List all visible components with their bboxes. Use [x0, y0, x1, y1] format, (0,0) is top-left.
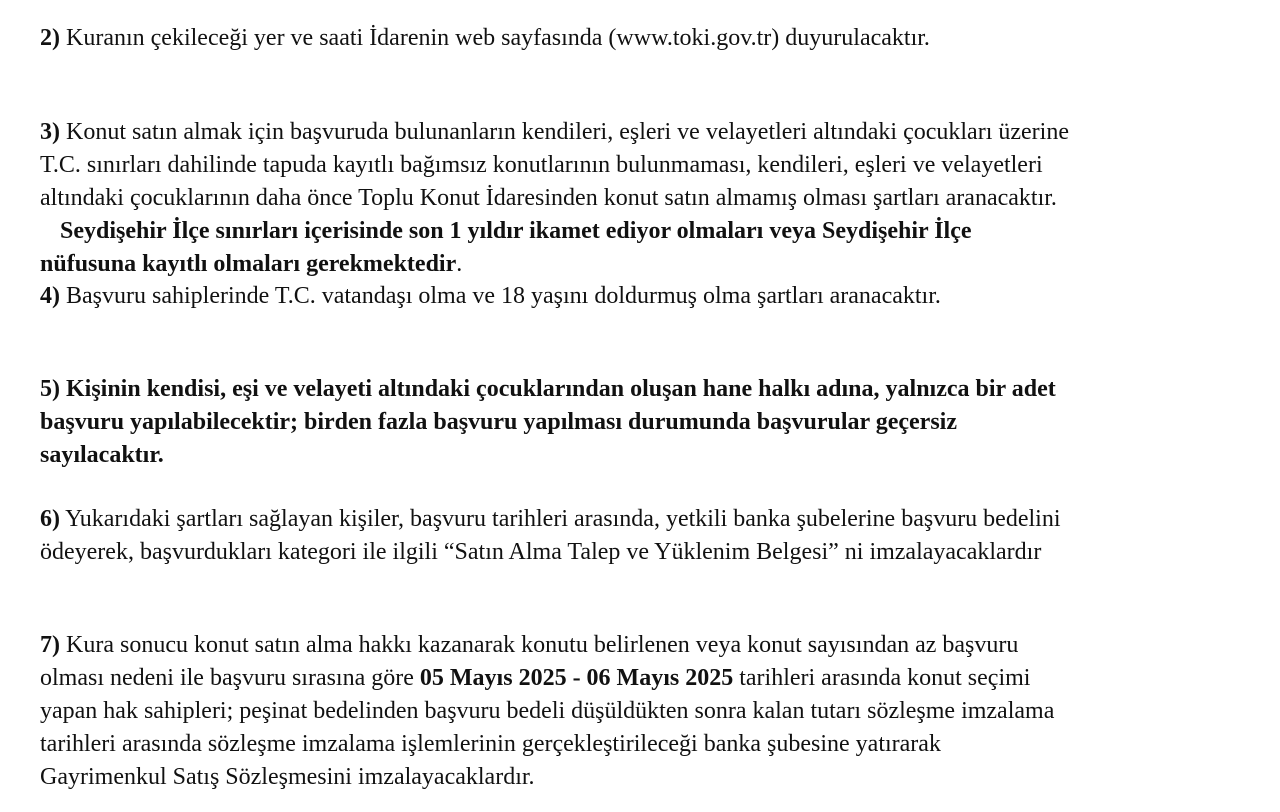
sentence-period: .	[456, 251, 463, 277]
item-number: 4)	[40, 283, 60, 309]
item-5	[40, 373, 1270, 472]
item-6	[40, 503, 1270, 569]
item-4	[40, 280, 1270, 313]
item-text-line: Gayrimenkul Satış Sözleşmesini imzalayacaklardır.	[40, 764, 535, 790]
date-range: 05 Mayıs 2025 - 06 Mayıs 2025	[419, 665, 734, 691]
residency-requirement-line: Seydişehir İlçe sınırları içerisinde son 1 yıldır ikamet ediyor olmaları veya Seydişehir İlçe	[60, 218, 972, 244]
item-text: Başvuru sahiplerinde T.C. vatandaşı olma ve 18 yaşını doldurmuş olma şartları aranacaktır.	[66, 283, 941, 309]
item-text-line: 5) Kişinin kendisi, eşi ve velayeti altındaki çocuklarından oluşan hane halkı adına, yalnızca bir adet	[40, 376, 1056, 402]
item-3	[40, 116, 1270, 281]
item-7	[40, 629, 1270, 794]
item-number: 6)	[40, 506, 60, 532]
item-text-fragment: tarihleri arasında konut seçimi	[739, 665, 1031, 691]
item-text-fragment: olması nedeni ile başvuru sırasına göre	[40, 665, 414, 691]
item-text-line: tarihleri arasında sözleşme imzalama işlemlerinin gerçekleştirileceği banka şubesine yatırarak	[40, 731, 941, 757]
item-number: 7)	[40, 632, 60, 658]
item-text-line: Kura sonucu konut satın alma hakkı kazanarak konutu belirlenen veya konut sayısından az başvuru	[66, 632, 1019, 658]
item-number: 3)	[40, 119, 60, 145]
residency-requirement-line: nüfusuna kayıtlı olmaları gerekmektedir	[40, 251, 457, 277]
item-text-line: altındaki çocuklarının daha önce Toplu Konut İdaresinden konut satın almamış olması şartları aranacaktır.	[40, 185, 1057, 211]
item-text-line: T.C. sınırları dahilinde tapuda kayıtlı bağımsız konutlarının bulunmaması, kendileri, eşleri ve velayetleri	[40, 152, 1043, 178]
item-text-line: yapan hak sahipleri; peşinat bedelinden başvuru bedeli düşüldükten sonra kalan tutarı sözleşme imzalama	[40, 698, 1055, 724]
item-text: Kuranın çekileceği yer ve saati İdarenin web sayfasında (www.toki.gov.tr) duyurulacaktır.	[66, 25, 930, 51]
item-text-line: ödeyerek, başvurdukları kategori ile ilgili “Satın Alma Talep ve Yüklenim Belgesi” ni imzalayacaklardır	[40, 539, 1042, 565]
item-text-line: Konut satın almak için başvuruda bulunanların kendileri, eşleri ve velayetleri altındaki çocukları üzerine	[66, 119, 1069, 145]
item-number: 2)	[40, 25, 60, 51]
item-text-line: başvuru yapılabilecektir; birden fazla başvuru yapılması durumunda başvurular geçersiz	[40, 409, 957, 435]
item-2	[40, 22, 1270, 55]
item-text-line: Yukarıdaki şartları sağlayan kişiler, başvuru tarihleri arasında, yetkili banka şubelerine başvuru bedelini	[65, 506, 1061, 532]
item-text-line: sayılacaktır.	[40, 442, 164, 468]
